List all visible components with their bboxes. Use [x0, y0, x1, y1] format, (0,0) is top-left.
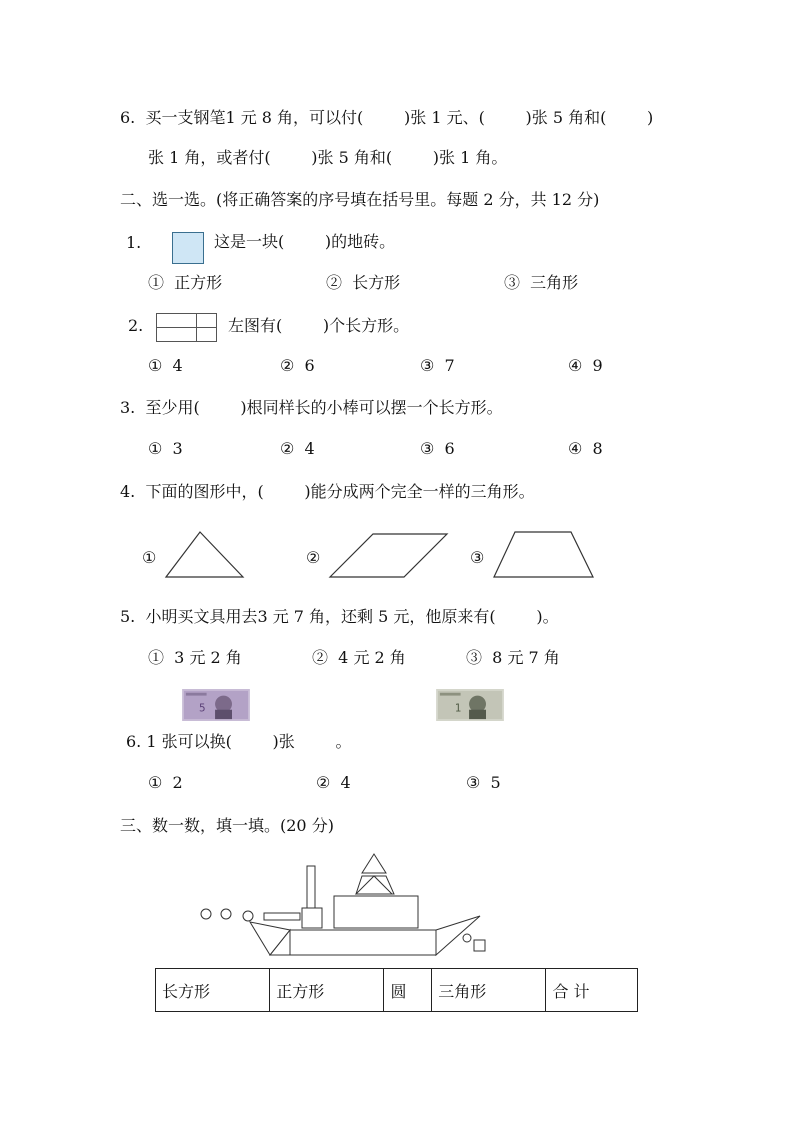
square-tile-figure — [172, 232, 204, 264]
five-jiao-banknote-image — [182, 689, 250, 721]
q1-number: 1. — [126, 233, 142, 252]
q3-option-1[interactable]: ① 3 — [148, 439, 183, 458]
q5-option-1[interactable]: ① 3 元 2 角 — [148, 648, 242, 667]
section-2-heading: 二、选一选。(将正确答案的序号填在括号里。每题 2 分，共 12 分) — [120, 190, 600, 209]
q1-option-2[interactable]: ② 长方形 — [326, 273, 401, 292]
q3-text: 3. 至少用( )根同样长的小棒可以摆一个长方形。 — [120, 398, 503, 417]
q6-fill-line2: 张 1 角，或者付( )张 5 角和( )张 1 角。 — [148, 148, 508, 167]
q1-option-1[interactable]: ① 正方形 — [148, 273, 223, 292]
header-circle: 圆 — [384, 969, 432, 1012]
q4-label-1[interactable]: ① — [142, 548, 157, 567]
rectangles-grid-figure — [156, 313, 218, 343]
ship-shapes-figure — [196, 852, 496, 960]
q4-text: 4. 下面的图形中，( )能分成两个完全一样的三角形。 — [120, 482, 535, 501]
one-jiao-banknote-image — [436, 689, 504, 721]
header-total: 合 计 — [546, 969, 638, 1012]
q5-option-3[interactable]: ③ 8 元 7 角 — [466, 648, 560, 667]
q3-option-4[interactable]: ④ 8 — [568, 439, 603, 458]
q2-number: 2. — [128, 316, 144, 335]
parallelogram-figure — [328, 532, 450, 580]
q1-text: 这是一块( )的地砖。 — [214, 232, 396, 251]
q2-option-2[interactable]: ② 6 — [280, 356, 315, 375]
triangle-figure — [164, 530, 246, 580]
q5-text: 5. 小明买文具用去3 元 7 角，还剩 5 元，他原来有( )。 — [120, 607, 559, 626]
q4-label-2[interactable]: ② — [306, 548, 321, 567]
trapezoid-figure — [492, 530, 596, 580]
q2-option-4[interactable]: ④ 9 — [568, 356, 603, 375]
q3-option-2[interactable]: ② 4 — [280, 439, 315, 458]
shape-count-table — [155, 968, 638, 1012]
header-rectangle: 长方形 — [156, 969, 270, 1012]
section-3-heading: 三、数一数，填一填。(20 分) — [120, 816, 334, 835]
table-row — [156, 969, 638, 1012]
header-square: 正方形 — [270, 969, 384, 1012]
q6-option-2[interactable]: ② 4 — [316, 773, 351, 792]
q2-option-3[interactable]: ③ 7 — [420, 356, 455, 375]
q6-option-3[interactable]: ③ 5 — [466, 773, 501, 792]
svg-text:1: 1 — [454, 702, 462, 715]
svg-text:5: 5 — [199, 702, 206, 715]
q4-label-3[interactable]: ③ — [470, 548, 485, 567]
q6-option-1[interactable]: ① 2 — [148, 773, 183, 792]
q6-text: 6. 1 张可以换( )张 。 — [126, 732, 352, 751]
q5-option-2[interactable]: ② 4 元 2 角 — [312, 648, 406, 667]
q2-text: 左图有( )个长方形。 — [228, 316, 410, 335]
q3-option-3[interactable]: ③ 6 — [420, 439, 455, 458]
q2-option-1[interactable]: ① 4 — [148, 356, 183, 375]
q1-option-3[interactable]: ③ 三角形 — [504, 273, 579, 292]
header-triangle: 三角形 — [432, 969, 546, 1012]
q6-fill-line1: 6. 买一支钢笔1 元 8 角，可以付( )张 1 元、( )张 5 角和( ) — [120, 108, 654, 127]
